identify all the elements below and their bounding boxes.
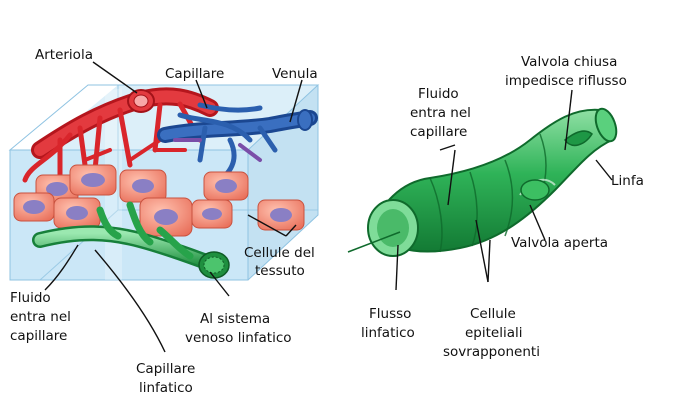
label-fluid-1: Fluido — [10, 290, 51, 306]
label-venous-2: venoso linfatico — [185, 330, 292, 346]
label-flow-2: linfatico — [361, 325, 415, 341]
tissue-cell — [70, 165, 116, 195]
tissue-cell — [54, 198, 100, 228]
label-venous-1: Al sistema — [200, 311, 271, 327]
label-fluid-2: entra nel — [10, 309, 71, 325]
label-r-fluid-3: capillare — [410, 124, 468, 140]
label-venule: Venula — [272, 66, 318, 82]
label-cells-1: Cellule — [470, 306, 516, 322]
label-valve-open: Valvola aperta — [511, 235, 609, 251]
tissue-cell — [192, 200, 232, 228]
label-valve-closed-2: impedisce riflusso — [505, 73, 627, 89]
label-lymph-capillary-1: Capillare — [136, 361, 196, 377]
label-capillary: Capillare — [165, 66, 225, 82]
label-flow-1: Flusso — [369, 306, 412, 322]
label-lymph: Linfa — [611, 173, 644, 189]
valve-open — [521, 180, 549, 200]
tissue-cell — [204, 172, 248, 200]
label-tissue-cells-2: tessuto — [255, 263, 305, 279]
label-cells-3: sovrapponenti — [443, 344, 540, 360]
tissue-cell — [258, 200, 304, 230]
label-r-fluid-1: Fluido — [418, 86, 459, 102]
label-tissue-cells-1: Cellule del — [244, 245, 315, 261]
tissue-cell — [14, 193, 54, 221]
label-fluid-3: capillare — [10, 328, 68, 344]
label-r-fluid-2: entra nel — [410, 105, 471, 121]
label-cells-2: epiteliali — [465, 325, 523, 341]
lymph-vessel-right — [348, 106, 620, 256]
label-valve-closed-1: Valvola chiusa — [521, 54, 618, 70]
tissue-cell — [140, 198, 192, 236]
label-lymph-capillary-2: linfatico — [139, 380, 193, 396]
tissue-cell — [120, 170, 166, 202]
label-arteriole: Arteriola — [35, 47, 93, 63]
